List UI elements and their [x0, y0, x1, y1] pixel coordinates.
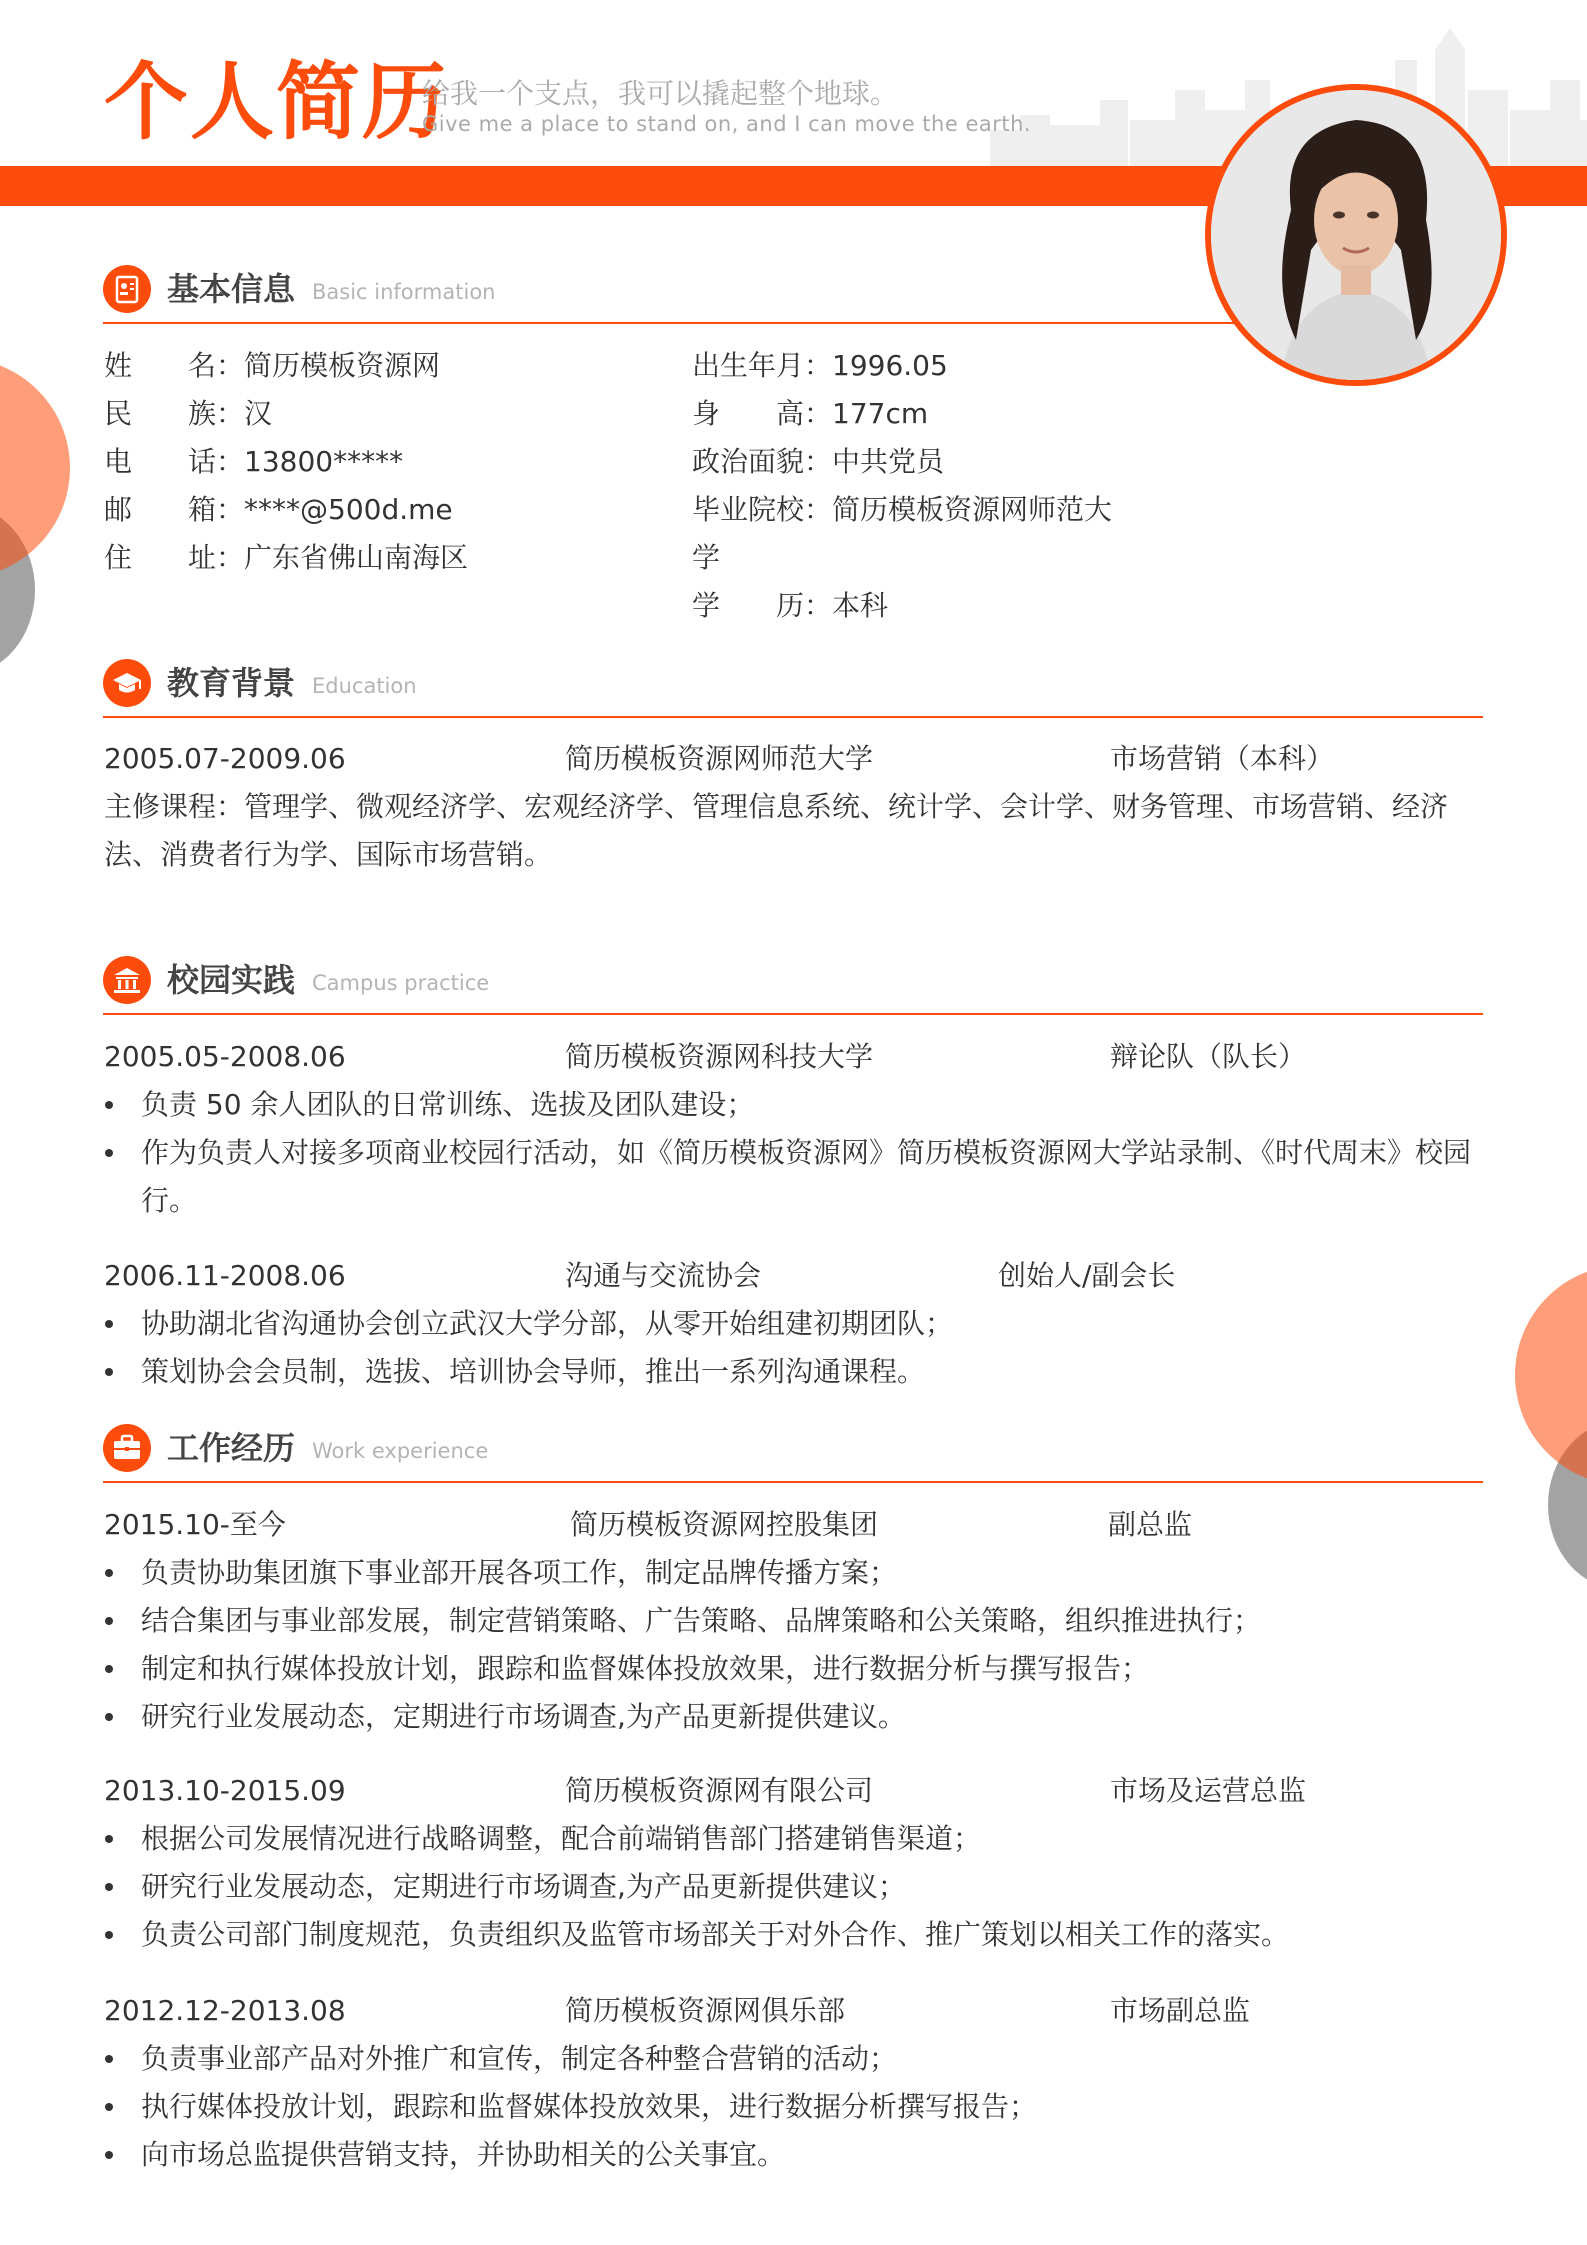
info-email: 邮 箱：****@500d.me	[104, 493, 453, 526]
info-degree: 学 历：本科	[692, 589, 889, 622]
page-title: 个人简历	[104, 53, 449, 151]
list-item: 向市场总监提供营销支持，并协助相关的公关事宜。	[141, 2131, 1486, 2179]
work-1-org: 简历模板资源网控股集团	[570, 1508, 879, 1541]
section-divider-basic	[103, 322, 1238, 324]
list-item: 制定和执行媒体投放计划，跟踪和监督媒体投放效果，进行数据分析与撰写报告；	[141, 1645, 1486, 1693]
list-item: 研究行业发展动态，定期进行市场调查,为产品更新提供建议。	[141, 1693, 1486, 1741]
id-card-icon	[103, 265, 151, 313]
list-item: 策划协会会员制，选拔、培训协会导师，推出一系列沟通课程。	[141, 1348, 1486, 1396]
education-courses: 主修课程：管理学、微观经济学、宏观经济学、管理信息系统、统计学、会计学、财务管理、市场营销、经济法、消费者行为学、国际市场营销。	[104, 790, 1449, 871]
section-title-education: 教育背景	[167, 664, 296, 702]
list-item: 协助湖北省沟通协会创立武汉大学分部，从零开始组建初期团队；	[141, 1300, 1486, 1348]
decor-circle-orange-right	[1515, 1265, 1587, 1485]
info-birth: 出生年月：1996.05	[692, 349, 948, 382]
section-title-campus: 校园实践	[167, 961, 296, 999]
list-item: 作为负责人对接多项商业校园行活动，如《简历模板资源网》简历模板资源网大学站录制、《时代周末》校园行。	[141, 1129, 1486, 1225]
education-date: 2005.07-2009.06	[104, 742, 346, 775]
work-3-date: 2012.12-2013.08	[104, 1994, 346, 2027]
work-1-date: 2015.10-至今	[104, 1508, 286, 1541]
section-subtitle-campus: Campus practice	[312, 971, 490, 995]
decor-circle-orange-left	[0, 358, 70, 578]
info-height: 身 高：177cm	[692, 397, 929, 430]
info-ethnicity: 民 族：汉	[104, 397, 273, 430]
section-subtitle-basic: Basic information	[312, 280, 496, 304]
campus-2-date: 2006.11-2008.06	[104, 1259, 346, 1292]
profile-photo	[1205, 84, 1507, 386]
list-item: 研究行业发展动态，定期进行市场调查,为产品更新提供建议；	[141, 1863, 1486, 1911]
campus-2-org: 沟通与交流协会	[565, 1259, 762, 1292]
work-2-role: 市场及运营总监	[1110, 1774, 1307, 1807]
section-title-work: 工作经历	[167, 1429, 296, 1467]
list-item: 负责协助集团旗下事业部开展各项工作，制定品牌传播方案；	[141, 1549, 1486, 1597]
section-title-basic: 基本信息	[167, 270, 296, 308]
list-item: 负责 50 余人团队的日常训练、选拔及团队建设；	[141, 1081, 1486, 1129]
campus-1-date: 2005.05-2008.06	[104, 1040, 346, 1073]
list-item: 执行媒体投放计划，跟踪和监督媒体投放效果，进行数据分析撰写报告；	[141, 2083, 1486, 2131]
portrait-illustration	[1211, 90, 1501, 380]
work-2-date: 2013.10-2015.09	[104, 1774, 346, 1807]
campus-1-role: 辩论队（队长）	[1110, 1040, 1307, 1073]
info-address: 住 址：广东省佛山南海区	[104, 541, 469, 574]
work-2-org: 简历模板资源网有限公司	[565, 1774, 874, 1807]
section-subtitle-education: Education	[312, 674, 417, 698]
section-subtitle-work: Work experience	[312, 1439, 489, 1463]
list-item: 负责公司部门制度规范，负责组织及监管市场部关于对外合作、推广策划以相关工作的落实。	[141, 1911, 1486, 1959]
campus-1-org: 简历模板资源网科技大学	[565, 1040, 874, 1073]
graduation-cap-icon	[103, 659, 151, 707]
work-1-role: 副总监	[1108, 1508, 1193, 1541]
institution-icon	[103, 956, 151, 1004]
info-phone: 电 话：13800*****	[104, 445, 404, 478]
section-divider-campus	[103, 1013, 1483, 1015]
list-item: 负责事业部产品对外推广和宣传，制定各种整合营销的活动；	[141, 2035, 1486, 2083]
education-school: 简历模板资源网师范大学	[565, 742, 874, 775]
work-3-org: 简历模板资源网俱乐部	[565, 1994, 846, 2027]
slogan-english: Give me a place to stand on, and I can move the earth.	[422, 112, 1032, 136]
education-major: 市场营销（本科）	[1110, 742, 1335, 775]
briefcase-icon	[103, 1424, 151, 1472]
list-item: 结合集团与事业部发展，制定营销策略、广告策略、品牌策略和公关策略，组织推进执行；	[141, 1597, 1486, 1645]
section-divider-education	[103, 716, 1483, 718]
info-political: 政治面貌：中共党员	[692, 445, 945, 478]
info-school: 毕业院校：简历模板资源网师范大学	[692, 493, 1113, 574]
info-name: 姓 名：简历模板资源网	[104, 349, 441, 382]
slogan-chinese: 给我一个支点，我可以撬起整个地球。	[422, 77, 899, 110]
list-item: 根据公司发展情况进行战略调整，配合前端销售部门搭建销售渠道；	[141, 1815, 1486, 1863]
campus-2-role: 创始人/副会长	[998, 1259, 1176, 1292]
section-divider-work	[103, 1481, 1483, 1483]
work-3-role: 市场副总监	[1110, 1994, 1251, 2027]
